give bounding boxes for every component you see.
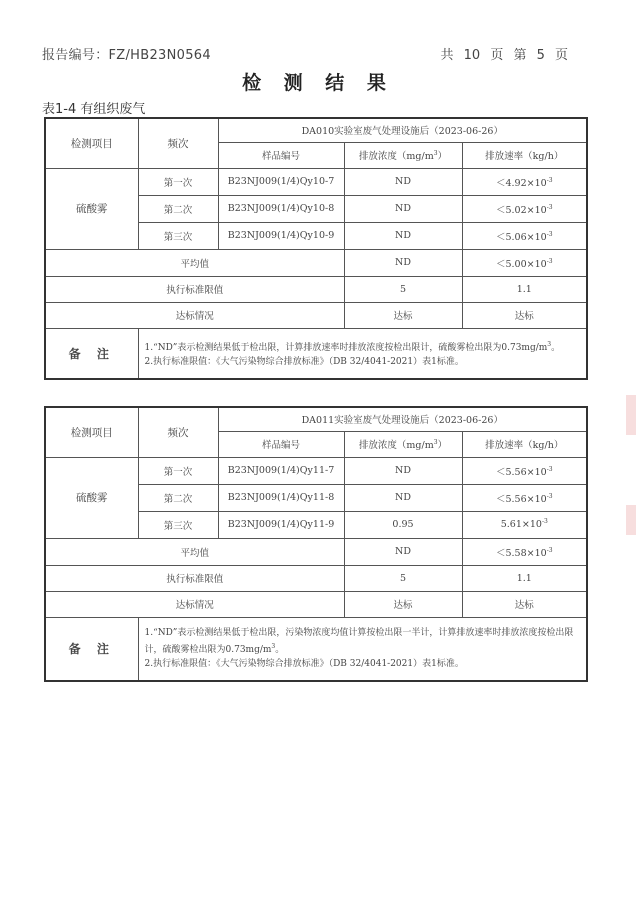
sample-id-cell: B23NJ009(1/4)Qy11-7 (218, 457, 344, 484)
average-label: 平均值 (45, 249, 344, 276)
header-concentration: 排放浓度$(mg/m^3)$ (344, 142, 462, 168)
concentration-cell: ND (344, 484, 462, 511)
sample-id-cell: B23NJ009(1/4)Qy10-7 (218, 168, 344, 195)
remark-line-1: 1.“ND”表示检测结果低于检出限，污染物浓度均值计算按检出限一半计，计算排放速率时排放浓度按检出限计，硫酸雾检出限为$0.73mg/m^3$。 (144, 628, 574, 656)
header-sample-id: 样品编号 (218, 142, 344, 168)
page-title: 检 测 结 果 (242, 72, 394, 94)
concentration-cell: ND (344, 168, 462, 195)
frequency-cell: 第一次 (138, 457, 218, 484)
average-label: 平均值 (45, 538, 344, 565)
average-rate: $<5.58\times 10^{-3}$ (462, 538, 587, 565)
table-row (45, 168, 587, 195)
frequency-cell: 第三次 (138, 511, 218, 538)
remark-row (45, 328, 587, 379)
frequency-cell: 第一次 (138, 168, 218, 195)
remark-row (45, 617, 587, 681)
report-number: 报告编号：FZ/HB23N0564 (42, 48, 211, 63)
concentration-cell: ND (344, 457, 462, 484)
rate-cell: $<5.06\times 10^{-3}$ (462, 222, 587, 249)
sampling-point: DA010实验室废气处理设施后（2023-06-26） (218, 118, 587, 142)
average-concentration: ND (344, 249, 462, 276)
status-rate: 达标 (462, 302, 587, 328)
rate-cell: $<5.02\times 10^{-3}$ (462, 195, 587, 222)
sample-id-cell: B23NJ009(1/4)Qy10-8 (218, 195, 344, 222)
frequency-cell: 第二次 (138, 484, 218, 511)
status-label: 达标情况 (45, 302, 344, 328)
status-label: 达标情况 (45, 591, 344, 617)
remark-line-2: 2.执行标准限值：《大气污染物综合排放标准》（DB 32/4041-2021）表1标准。 (144, 659, 464, 670)
limit-rate: 1.1 (462, 276, 587, 302)
frequency-cell: 第三次 (138, 222, 218, 249)
header-rate: 排放速率（kg/h） (462, 431, 587, 457)
table-row (45, 457, 587, 484)
remark-text (138, 328, 587, 379)
limit-concentration: 5 (344, 565, 462, 591)
status-concentration: 达标 (344, 302, 462, 328)
remark-label: 备 注 (45, 328, 138, 379)
limit-label: 执行标准限值 (45, 276, 344, 302)
status-rate: 达标 (462, 591, 587, 617)
header-sample-id: 样品编号 (218, 431, 344, 457)
seal-edge-mark (626, 505, 636, 535)
page-indicator: 共 10 页 第 5 页 (440, 48, 568, 63)
limit-label: 执行标准限值 (45, 565, 344, 591)
item-name: 硫酸雾 (45, 457, 138, 538)
header-item: 检测项目 (45, 407, 138, 457)
limit-concentration: 5 (344, 276, 462, 302)
header-frequency: 频次 (138, 118, 218, 168)
concentration-cell: 0.95 (344, 511, 462, 538)
header-rate: 排放速率（kg/h） (462, 142, 587, 168)
remark-line-2: 2.执行标准限值：《大气污染物综合排放标准》（DB 32/4041-2021）表1标准。 (144, 356, 464, 367)
sample-id-cell: B23NJ009(1/4)Qy11-9 (218, 511, 344, 538)
status-concentration: 达标 (344, 591, 462, 617)
concentration-cell: ND (344, 195, 462, 222)
sample-id-cell: B23NJ009(1/4)Qy11-8 (218, 484, 344, 511)
header-frequency: 频次 (138, 407, 218, 457)
limit-row (45, 276, 587, 302)
remark-label: 备 注 (45, 617, 138, 681)
rate-cell: $5.61\times 10^{-3}$ (462, 511, 587, 538)
limit-row (45, 565, 587, 591)
status-row (45, 591, 587, 617)
sample-id-cell: B23NJ009(1/4)Qy10-9 (218, 222, 344, 249)
frequency-cell: 第二次 (138, 195, 218, 222)
remark-line-1: 1.“ND”表示检测结果低于检出限，计算排放速率时排放浓度按检出限计，硫酸雾检出限为$0.73mg/m^3$。 (144, 340, 561, 353)
header-item: 检测项目 (45, 118, 138, 168)
average-row (45, 249, 587, 276)
limit-rate: 1.1 (462, 565, 587, 591)
sampling-point: DA011实验室废气处理设施后（2023-06-26） (218, 407, 587, 431)
header-concentration: 排放浓度$(mg/m^3)$ (344, 431, 462, 457)
rate-cell: $<5.56\times 10^{-3}$ (462, 457, 587, 484)
seal-edge-mark (626, 395, 636, 435)
rate-cell: $<5.56\times 10^{-3}$ (462, 484, 587, 511)
item-name: 硫酸雾 (45, 168, 138, 249)
status-row (45, 302, 587, 328)
average-row (45, 538, 587, 565)
rate-cell: $<4.92\times 10^{-3}$ (462, 168, 587, 195)
results-table-da010 (44, 117, 588, 380)
average-rate: $<5.00\times 10^{-3}$ (462, 249, 587, 276)
average-concentration: ND (344, 538, 462, 565)
table-caption: 表1-4 有组织废气 (42, 102, 146, 117)
results-table-da011 (44, 406, 588, 682)
concentration-cell: ND (344, 222, 462, 249)
remark-text (138, 617, 587, 681)
